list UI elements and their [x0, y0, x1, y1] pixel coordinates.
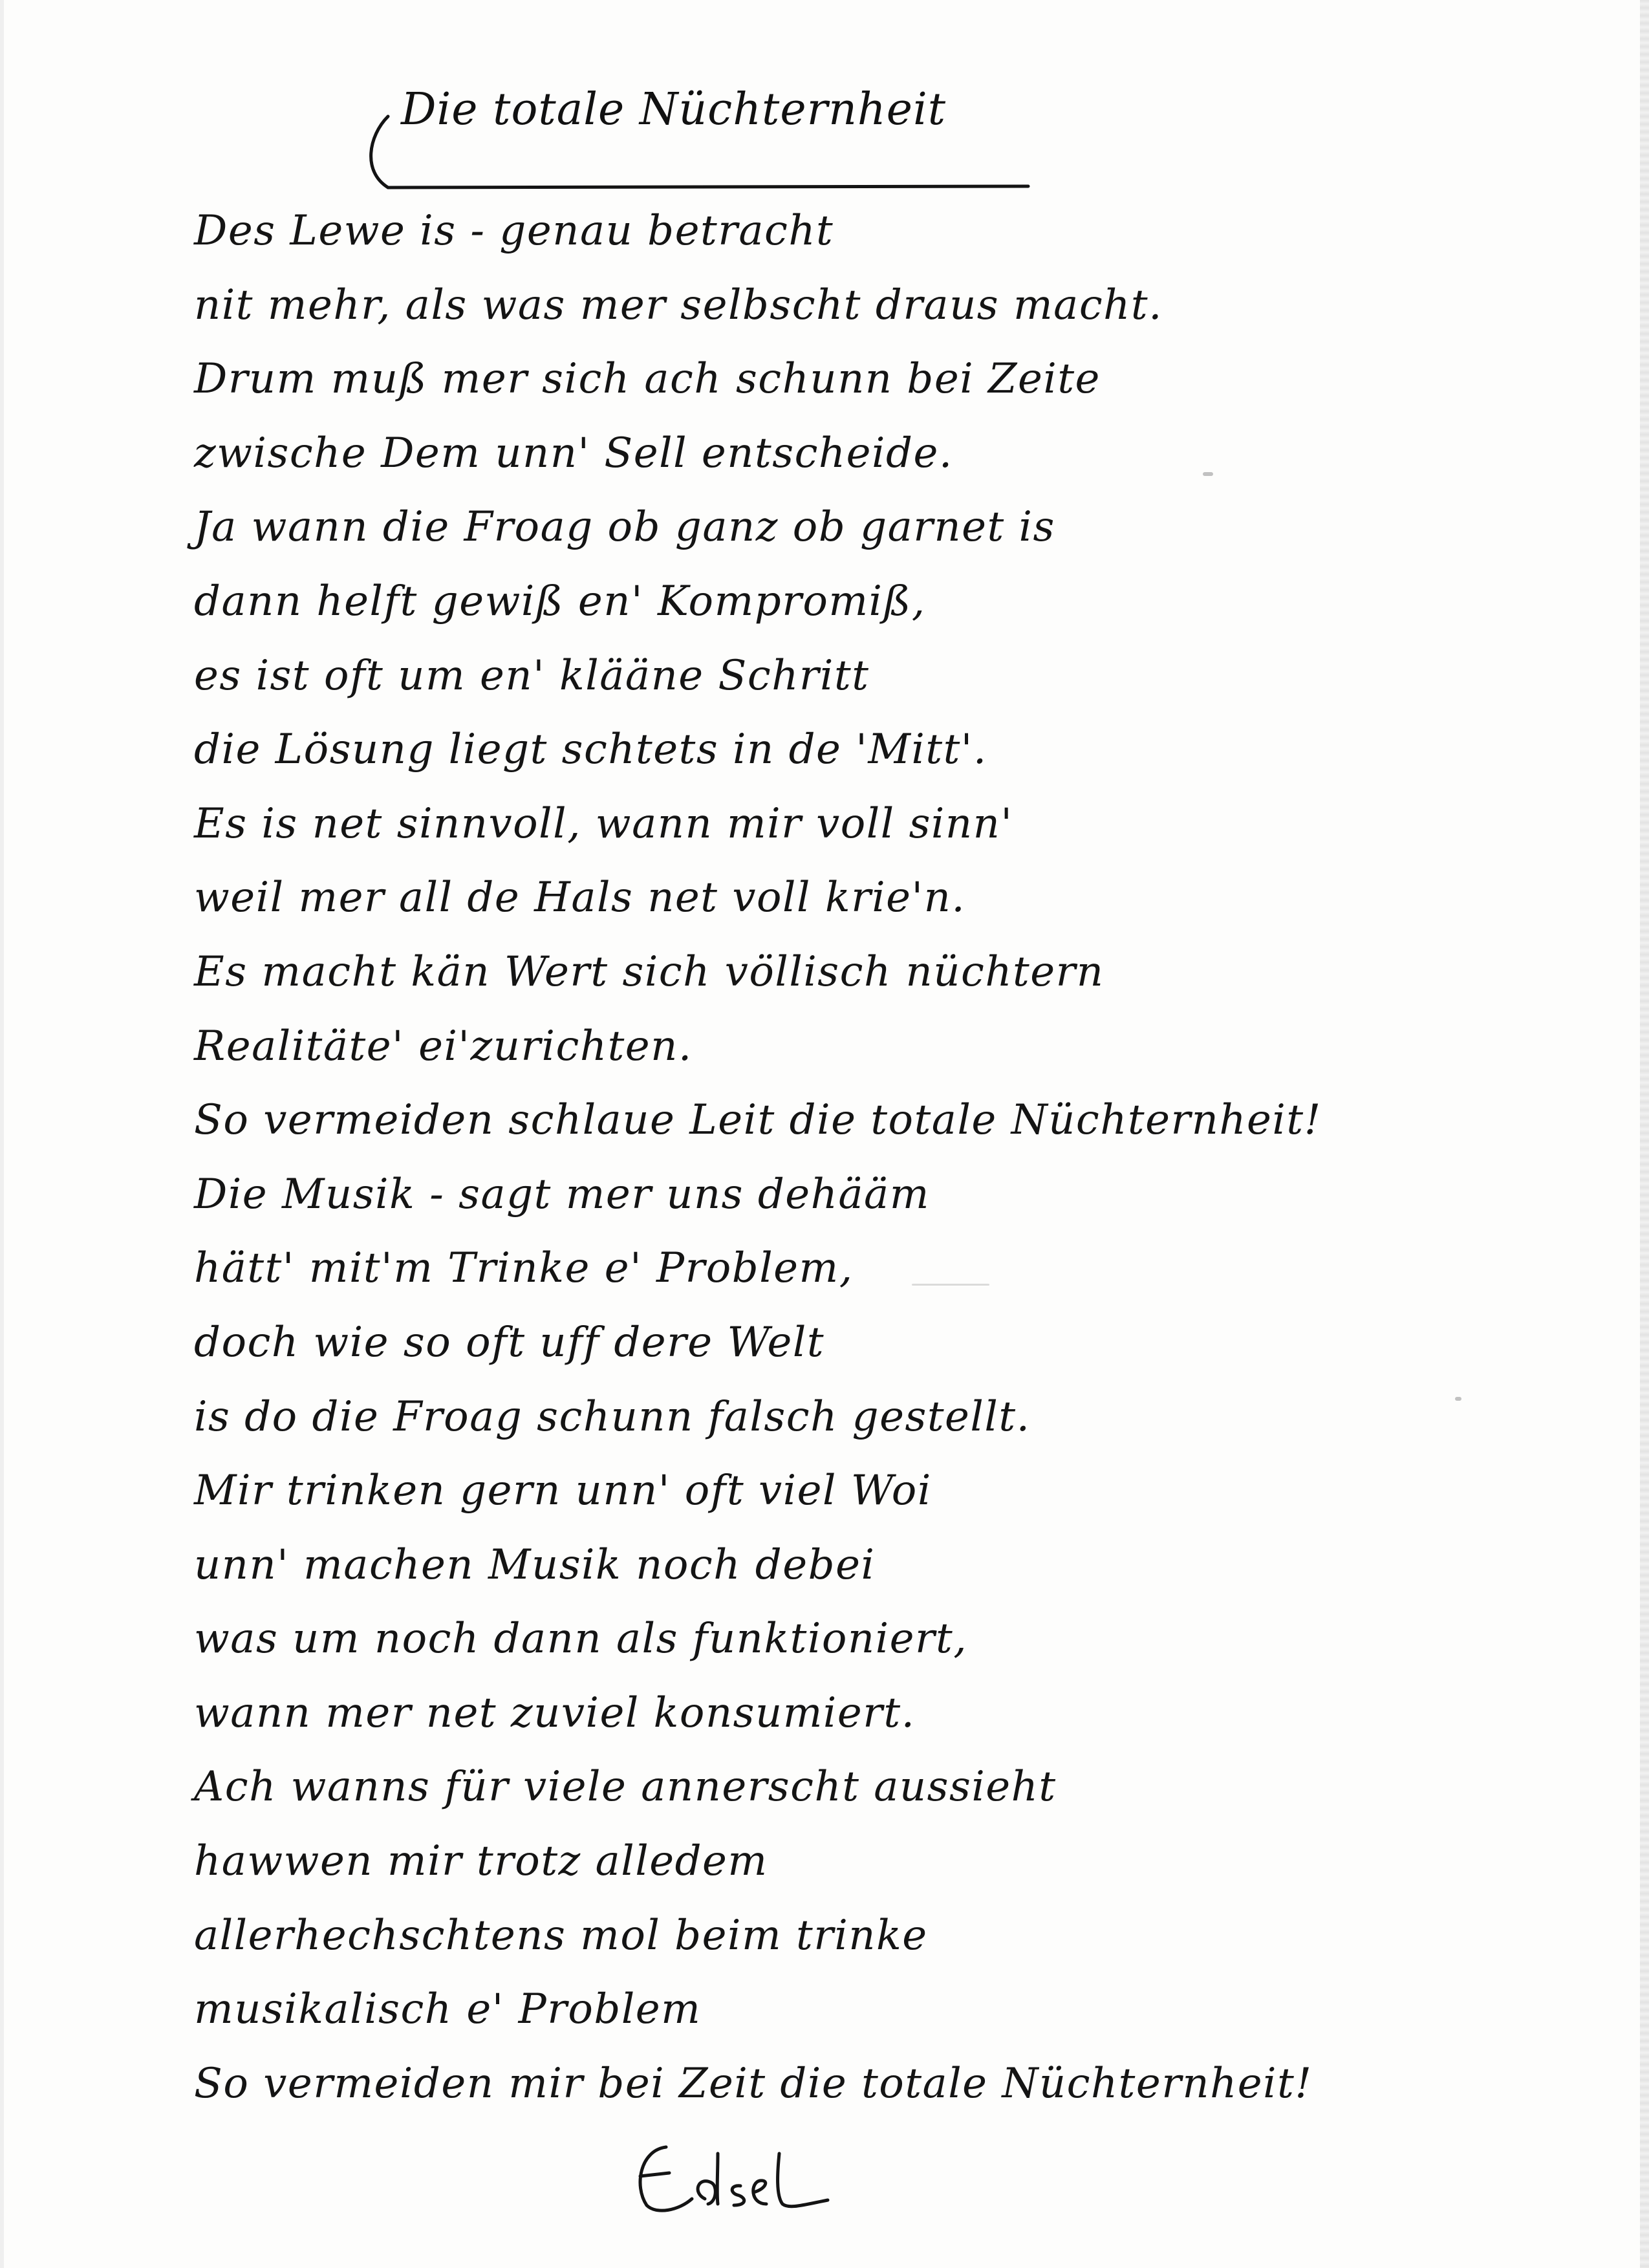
poem-line: hawwen mir trotz alledem: [194, 1837, 768, 1886]
poem-line: Es macht kän Wert sich völlisch nüchtern: [194, 947, 1105, 996]
poem-line: wann mer net zuviel konsumiert.: [194, 1689, 916, 1737]
poem-line: unn' machen Musik noch debei: [194, 1540, 876, 1589]
poem-body: [194, 194, 1487, 2121]
poem-line: So vermeiden mir bei Zeit die totale Nüchternheit!: [194, 2059, 1313, 2108]
paper-edge-right: [1640, 0, 1649, 2268]
poem-line: Drum muß mer sich ach schunn bei Zeite: [194, 355, 1101, 404]
poem-line: Realitäte' ei'zurichten.: [194, 1022, 693, 1070]
poem-line: Ach wanns für viele annerscht aussieht: [194, 1763, 1057, 1811]
signature-edsel: [621, 2128, 841, 2225]
stray-mark: [1203, 472, 1213, 476]
poem-line: musikalisch e' Problem: [194, 1985, 702, 2034]
poem-title: Die totale Nüchternheit: [401, 84, 947, 135]
poem-line: Des Lewe is - genau betracht: [194, 207, 834, 255]
poem-line: allerhechschtens mol beim trinke: [194, 1911, 928, 1960]
stray-mark: [1455, 1397, 1461, 1401]
poem-line: zwische Dem unn' Sell entscheide.: [194, 429, 953, 477]
poem-line: weil mer all de Hals net voll krie'n.: [194, 874, 966, 922]
poem-line: die Lösung liegt schtets in de 'Mitt'.: [194, 726, 987, 774]
poem-line: is do die Froag schunn falsch gestellt.: [194, 1392, 1031, 1441]
poem-line: Mir trinken gern unn' oft viel Woi: [194, 1467, 932, 1515]
poem-line: Es is net sinnvoll, wann mir voll sinn': [194, 799, 1013, 848]
poem-line: doch wie so oft uff dere Welt: [194, 1318, 825, 1366]
poem-line: So vermeiden schlaue Leit die totale Nüchternheit!: [194, 1096, 1322, 1145]
poem-line: es ist oft um en' klääne Schritt: [194, 651, 870, 700]
poem-line: was um noch dann als funktioniert,: [194, 1615, 968, 1663]
poem-line: dann helft gewiß en' Kompromiß,: [194, 577, 926, 625]
poem-line: Ja wann die Froag ob ganz ob garnet is: [194, 503, 1055, 552]
title-block: [362, 84, 1041, 194]
poem-line: hätt' mit'm Trinke e' Problem,: [194, 1244, 854, 1293]
paper-edge-left: [0, 0, 4, 2268]
poem-line: Die Musik - sagt mer uns dehääm: [194, 1170, 930, 1218]
poem-line: nit mehr, als was mer selbscht draus macht.: [194, 281, 1163, 329]
stray-mark: [912, 1284, 989, 1286]
